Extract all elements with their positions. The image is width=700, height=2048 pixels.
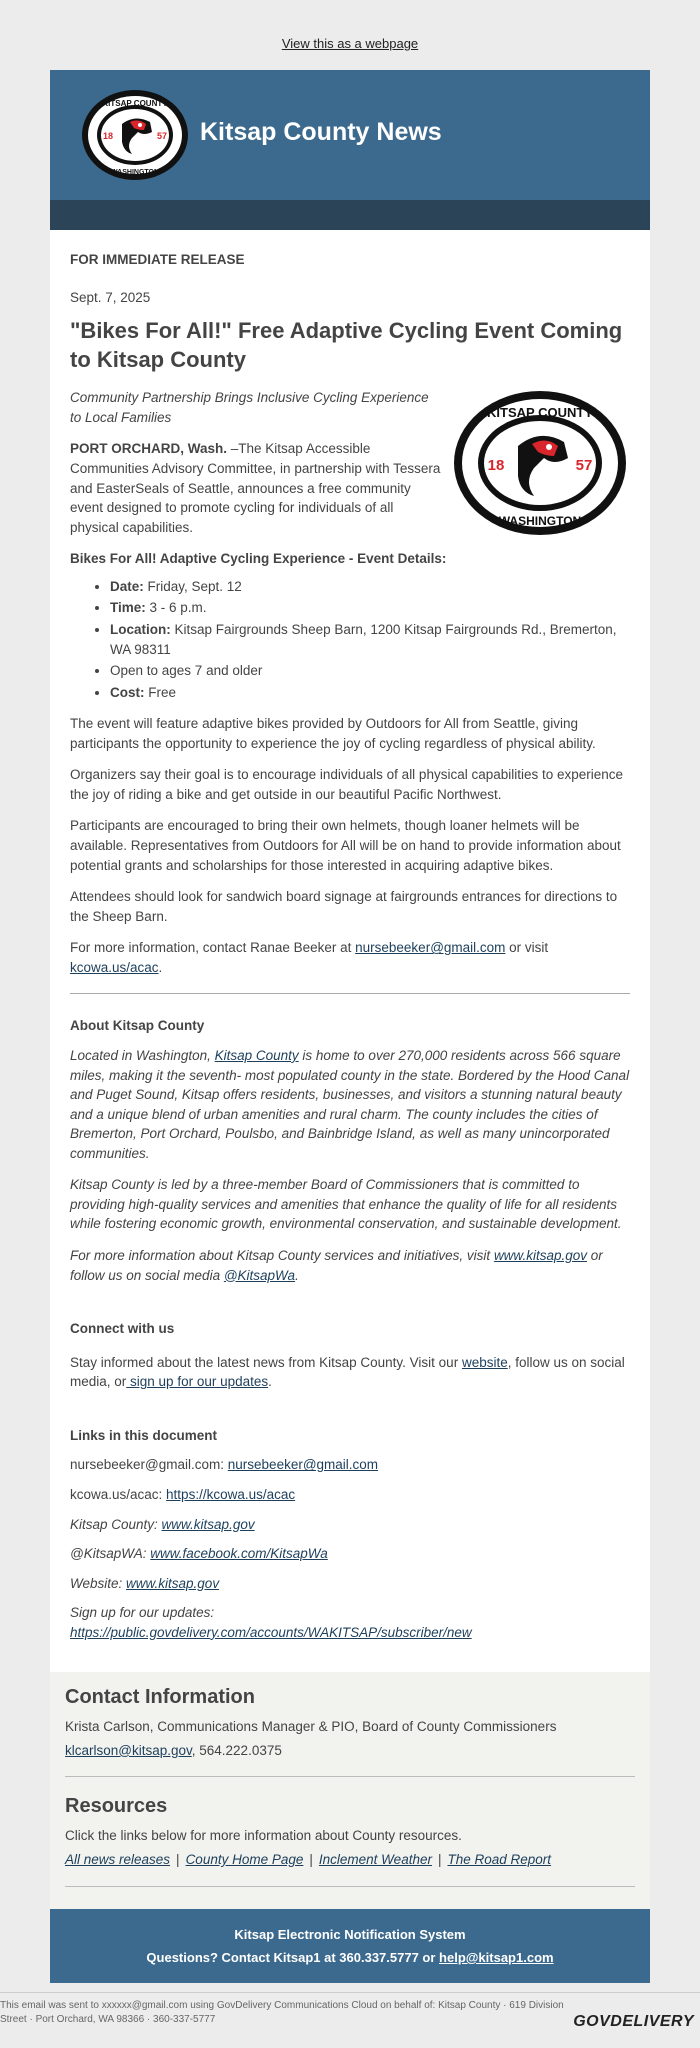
govdelivery-logo[interactable]: GOVDELIVERY bbox=[573, 2013, 694, 2030]
large-seal-top-text: KITSAP COUNTY bbox=[487, 405, 593, 421]
contact-heading: Contact Information bbox=[65, 1686, 255, 1709]
list-item: • Time: 3 - 6 p.m. bbox=[110, 598, 630, 618]
kitsap-county-link[interactable]: Kitsap County bbox=[214, 1047, 299, 1063]
contact-resources-section bbox=[50, 1672, 650, 1908]
county-seal-logo bbox=[80, 88, 190, 182]
link-url[interactable]: www.facebook.com/KitsapWa bbox=[150, 1546, 328, 1562]
seal-left-number: 18 bbox=[102, 131, 114, 141]
about-heading: About Kitsap County bbox=[70, 1018, 205, 1034]
list-item: • Cost: Free bbox=[110, 683, 630, 703]
link-url[interactable]: https://public.govdelivery.com/accounts/WAKITSAP/subscriber/new bbox=[70, 1624, 472, 1640]
signup-link[interactable]: sign up for our updates bbox=[126, 1374, 269, 1390]
link-url[interactable]: https://kcowa.us/acac bbox=[166, 1486, 296, 1502]
links-section bbox=[70, 1426, 630, 1643]
footer-question: Questions? Contact Kitsap1 at 360.337.5777 or help@kitsap1.com bbox=[146, 1949, 554, 1965]
article-paragraph: Organizers say their goal is to encourage individuals of all physical capabilities to experience the joy of riding a bike and get outside in our beautiful Pacific Northwest. bbox=[70, 767, 624, 802]
link-entry: kcowa.us/acac: https://kcowa.us/acac bbox=[70, 1486, 296, 1502]
divider bbox=[65, 1886, 635, 1887]
kitsapwa-social-link[interactable]: @KitsapWa bbox=[223, 1267, 296, 1283]
divider bbox=[65, 1776, 635, 1777]
link-url[interactable]: nursebeeker@gmail.com bbox=[227, 1457, 379, 1473]
link-url[interactable]: www.kitsap.gov bbox=[126, 1575, 220, 1591]
seal-top-text: KITSAP COUNTY bbox=[102, 99, 168, 108]
link-url[interactable]: www.kitsap.gov bbox=[161, 1516, 255, 1532]
contact-paragraph: For more information, contact Ranae Beeker at nursebeeker@gmail.com or visit kcowa.us/acac. bbox=[70, 940, 549, 975]
view-webpage-link[interactable]: View this as a webpage bbox=[281, 36, 419, 51]
about-paragraph: Kitsap County is led by a three-member Board of Commissioners that is committed to providing high-quality services and amenities that enhance the quality of life for all residents while fostering economic growth, environmental conservation, and sustainable development. bbox=[70, 1177, 622, 1232]
fine-print: This email was sent to xxxxxx@gmail.com using GovDelivery Communications Cloud on behalf of: Kitsap County · 619 Division Street · Port Orchard, WA 98366 · 360-337-5777 bbox=[0, 2000, 564, 2025]
link-entry: Kitsap County: www.kitsap.gov bbox=[70, 1516, 255, 1532]
connect-heading: Connect with us bbox=[70, 1321, 175, 1337]
acac-link[interactable]: kcowa.us/acac bbox=[70, 959, 159, 975]
link-entry: nursebeeker@gmail.com: nursebeeker@gmail.com bbox=[70, 1457, 379, 1473]
dateline: PORT ORCHARD, Wash. bbox=[70, 441, 228, 457]
list-item: • Location: Kitsap Fairgrounds Sheep Barn, 1200 Kitsap Fairgrounds Rd., Bremerton, WA 98311 bbox=[110, 620, 630, 659]
county-home-link[interactable]: County Home Page bbox=[185, 1852, 304, 1867]
link-entry: Website: www.kitsap.gov bbox=[70, 1575, 220, 1591]
notification-footer bbox=[50, 1909, 650, 1984]
links-heading: Links in this document bbox=[70, 1427, 218, 1443]
resources-links: All news releases | County Home Page | Inclement Weather | The Road Report bbox=[65, 1852, 552, 1867]
footer-title: Kitsap Electronic Notification System bbox=[234, 1926, 466, 1942]
about-section bbox=[70, 1016, 630, 1285]
event-details-list bbox=[70, 577, 630, 702]
link-entry: Sign up for our updates: https://public.govdelivery.com/accounts/WAKITSAP/subscriber/new bbox=[70, 1605, 472, 1640]
kitsap-gov-link[interactable]: www.kitsap.gov bbox=[493, 1248, 587, 1263]
lead-text: –The Kitsap Accessible Communities Advisory Committee, in partnership with Tessera and EasterSeals of Seattle, announces a free community event designed to promote cycling for individuals of all physical capabilities. bbox=[70, 441, 441, 535]
inclement-weather-link[interactable]: Inclement Weather bbox=[318, 1852, 432, 1867]
large-seal-bottom-text: WASHINGTON bbox=[498, 514, 582, 529]
article-subtitle: Community Partnership Brings Inclusive Cycling Experience to Local Families bbox=[70, 390, 429, 425]
list-item: • Open to ages 7 and older bbox=[110, 661, 630, 681]
seal-bottom-text: WASHINGTON bbox=[110, 169, 160, 176]
contact-email-link[interactable]: nursebeeker@gmail.com bbox=[355, 940, 506, 956]
about-paragraph: For more information about Kitsap County services and initiatives, visit www.kitsap.gov or follow us on social media @KitsapWa. bbox=[70, 1248, 603, 1283]
release-date: Sept. 7, 2025 bbox=[70, 289, 151, 305]
article-headline: "Bikes For All!" Free Adaptive Cycling Event Coming to Kitsap County bbox=[70, 318, 623, 372]
contact-email[interactable]: klcarlson@kitsap.gov bbox=[65, 1742, 192, 1758]
all-news-link[interactable]: All news releases bbox=[65, 1852, 171, 1867]
header-banner bbox=[50, 70, 650, 200]
newsletter-title: Kitsap County News bbox=[200, 118, 442, 146]
view-as-webpage bbox=[0, 0, 700, 70]
article-content bbox=[50, 230, 650, 1672]
resources-text: Click the links below for more information about County resources. bbox=[65, 1828, 462, 1844]
list-item: • Date: Friday, Sept. 12 bbox=[110, 577, 630, 597]
event-details-heading: Bikes For All! Adaptive Cycling Experience - Event Details: bbox=[70, 551, 447, 567]
link-entry: @KitsapWA: www.facebook.com/KitsapWa bbox=[70, 1546, 328, 1562]
about-paragraph: Located in Washington, Kitsap County is home to over 270,000 residents across 566 square miles, making it the seventh- most populated county in the state. Bordered by the Hood Canal and Puget Sound, Kitsap offers residents, businesses, and visitors a stunning natural beauty and a unique blend of urban amenities and rural charm. The county includes the cities of Bremerton, Port Orchard, Poulsbo, and Bainbridge Island, as well as many unincorporated communities. bbox=[70, 1047, 630, 1161]
large-seal-right-number: 57 bbox=[575, 457, 593, 475]
contact-name: Krista Carlson, Communications Manager & PIO, Board of County Commissioners bbox=[65, 1719, 557, 1735]
article-paragraph: The event will feature adaptive bikes provided by Outdoors for All from Seattle, giving participants the opportunity to experience the joy of cycling regardless of physical ability. bbox=[70, 716, 596, 751]
help-email-link[interactable]: help@kitsap1.com bbox=[439, 1949, 554, 1965]
email-container bbox=[50, 70, 650, 1983]
contact-line: klcarlson@kitsap.gov, 564.222.0375 bbox=[65, 1742, 282, 1758]
seal-right-number: 57 bbox=[156, 131, 168, 141]
release-label: FOR IMMEDIATE RELEASE bbox=[70, 252, 245, 267]
connect-paragraph: Stay informed about the latest news from Kitsap County. Visit our website, follow us on social media, or sign up for our updates. bbox=[70, 1354, 625, 1390]
header-stripe bbox=[50, 200, 650, 230]
large-seal-left-number: 18 bbox=[487, 457, 505, 475]
county-seal-large bbox=[450, 388, 630, 538]
article-paragraph: Attendees should look for sandwich board signage at fairgrounds entrances for directions to the Sheep Barn. bbox=[70, 889, 618, 924]
article-paragraph: Participants are encouraged to bring their own helmets, though loaner helmets will be available. Representatives from Outdoors for All will be on hand to provide information about potential grants and scholarships for those interested in acquiring adaptive bikes. bbox=[70, 818, 621, 873]
email-fine-print-bar bbox=[0, 1992, 700, 2048]
website-link[interactable]: website bbox=[461, 1354, 508, 1370]
road-report-link[interactable]: The Road Report bbox=[447, 1852, 552, 1867]
divider bbox=[70, 993, 630, 994]
resources-heading: Resources bbox=[65, 1795, 168, 1818]
